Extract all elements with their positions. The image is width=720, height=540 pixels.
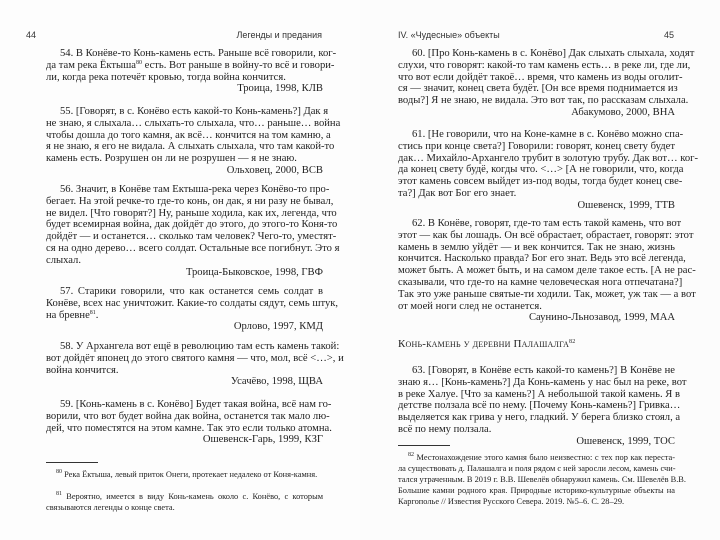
text-span: есть. Вот раньше в войну-то всё и говори- (141, 59, 335, 71)
text-line: я не знаю, я его не видала. А слыхать слыхала, что там какой-то (46, 141, 335, 153)
text-line: слыхал. (46, 254, 81, 266)
text-line: да конец свету будё, когды что. <…> [А не говорили, что, когда (398, 164, 684, 176)
entry-paragraph (46, 48, 337, 95)
entry-paragraph (46, 184, 340, 278)
text-line: Каргополье // Известия Русского Севера. 2019. №5–6. С. 28–29. (398, 497, 625, 506)
footnote-divider (46, 462, 98, 463)
entry-paragraph (46, 106, 341, 177)
text-line: 61. [Не говорили, что на Коне-камне в с. Конёво можно спа- (412, 129, 684, 140)
footnote-ref[interactable]: 82 (569, 339, 576, 345)
footnote-ref[interactable]: 80 (56, 469, 62, 475)
text-line (46, 469, 323, 480)
right-page (360, 0, 720, 540)
text-line: этот камень совсем выйдет из-под воды, тогда будет конец све- (398, 176, 683, 188)
text-line: вот дойдёт японец до этого святого камня — что, мол, всё <…>, и (46, 352, 344, 364)
text-line: 55. [Говорят, в с. Конёво есть какой-то Конь-камень?] Дак я (60, 106, 329, 117)
text-line: дак… Михайло-Архангело трубит в золотую трубу. Дак вот… ког- (398, 152, 699, 164)
text-line: тался утраченным. В 2019 г. В.В. Шевелёв обнаружил камень. См. Шевелёв В.В. (398, 475, 686, 484)
footnote (398, 452, 686, 507)
text-line: 57. Старики говорили, что как останется семь солдат в (60, 286, 323, 297)
entry-paragraph (46, 286, 339, 333)
text-line: Большие камни родного края. Природные историко-культурные объекты на (398, 486, 675, 495)
footnote-ref[interactable]: 82 (408, 452, 414, 458)
text-line: ся — значит, конец света будёт. [Он все время поднимается из (398, 83, 678, 95)
text-line: не знаю, я слыхала… слыхать-то слыхала, что… раньше… война (46, 117, 341, 129)
footnote-ref[interactable]: 81 (89, 309, 96, 316)
text-line: стись при конце света?] Говорили: говорят, конец свету будет (398, 140, 675, 152)
text-line: слухи, что говорят: какой-то там камень есть… в реке ли, где ли, (398, 59, 691, 71)
text-line: связываются легенды о конце света. (46, 503, 175, 512)
text-line: ли, когда река потечёт кровью, тогда война кончится. (46, 71, 286, 83)
text-line: 63. [Говорят, в Конёве есть какой-то камень?] В Конёве не (412, 365, 675, 376)
entry-paragraph (46, 341, 344, 388)
text-line: бегает. На этой речке-то где-то конь, он дак, я ни разу не бывал, (46, 195, 334, 207)
entry-paragraph (398, 129, 699, 212)
text-line: в реке Халуе. [Что за камень?] А небольшой такой камень. Я в (398, 388, 681, 400)
entry-paragraph (398, 218, 696, 324)
text-line: камень есть. Розрушен он ли не розрушен — я не знаю. (46, 153, 297, 165)
text-line: 56. Значит, в Конёве там Ектыша-река через Конёво-то про- (60, 184, 330, 195)
text-line: ворили, что вот будет война дак война, останется так мало лю- (46, 410, 330, 422)
text-line: что вот если дойдёт такоё… время, что камень из воды оголит- (398, 71, 683, 83)
text-span: Вероятно, имеется в виду Конь-камень около с. Конёво, с которым (62, 492, 323, 501)
text-line: знаю я… [Конь-камень?] Да Конь-камень у нас был на реке, вот (398, 376, 687, 388)
text-line: та?] Дак вот Бог его знает. (398, 187, 517, 199)
text-line: 62. В Конёве, говорят, где-то там есть такой камень, что вот (412, 218, 682, 229)
page-number: 44 (26, 30, 37, 40)
text-line: детстве ползала всё по нему. [Почему Конь-камень?] Гривка… (398, 400, 681, 412)
text-line: может быть. А может быть, и на самом деле такое есть. [А не рас- (398, 265, 696, 277)
text-line (46, 310, 323, 322)
text-line: будет всемирная война, дак дойдёт до этого, до этого-то Коня-то (46, 219, 338, 231)
running-title: Легенды и предания (236, 30, 322, 40)
text-line: 58. У Архангела вот ещё в революцию там есть камень такой: (60, 341, 340, 352)
text-span: Местонахождение этого камня было неизвестно: с тех пор как переста- (414, 453, 675, 462)
text-line: Так это уже раньше святые-ти ходили. Так, может, уж так — а вот (398, 288, 696, 300)
page-number: 45 (663, 30, 674, 40)
text-line: 54. В Конёве-то Конь-камень есть. Раньше всё говорили, ког- (60, 48, 337, 59)
section-heading (398, 339, 675, 351)
text-line: этот — как бы лошадь. Он всё обрастает, обрастает, говорят: этот (398, 229, 694, 241)
text-line: камень в землю уйдёт — и век кончится. Так не знаю, жизнь (398, 241, 675, 253)
entry-source: Абакумово, 2000, ВНА (571, 106, 675, 118)
entry-source: Троица-Быковское, 1998, ГВФ (185, 266, 323, 278)
entry-source: Ошевенск, 1999, ТОС (576, 435, 675, 447)
footnote-ref[interactable]: 80 (135, 59, 142, 66)
entry-source: Ошевенск-Гарь, 1999, КЗГ (202, 434, 323, 446)
text-span: Конь-камень у деревни Палашалга (398, 338, 570, 350)
text-line: от моей ноги след не останется. (398, 300, 542, 312)
text-line: дойдёт — и останется… сколько там человек? Чего-то, уместят- (46, 231, 337, 243)
running-title: IV. «Чудесные» объекты (398, 30, 500, 40)
text-line: всё по нему ползала. (398, 423, 492, 435)
text-line: воды?] Я не знаю, не видала. Это вот так, по рассказам слыхала. (398, 95, 689, 107)
text-line: 59. [Конь-камень в с. Конёво] Будет такая война, всё нам го- (60, 399, 332, 410)
entry-paragraph (398, 48, 695, 119)
text-span: . (95, 309, 99, 321)
footnote-ref[interactable]: 81 (56, 491, 62, 497)
entry-source: Ошевенск, 1999, ТТВ (577, 199, 675, 211)
text-line: ла существовать д. Палашалга и поля рядом с ней заросли лесом, камень счи- (398, 464, 676, 473)
text-line: не видел. [Что говорят?] Ну, раньше ходила, как их, легенда, что (46, 207, 337, 219)
entry-source: Усачёво, 1998, ЩВА (230, 376, 323, 388)
entry-source: Ольховец, 2000, ВСВ (226, 164, 323, 176)
footnote (46, 469, 323, 480)
text-line (398, 339, 675, 351)
text-line: чтобы дошла до того камня, ак всё… кончится на том камню, а (46, 129, 331, 141)
text-span: на бревне (46, 309, 90, 321)
text-line: выделяется как грива у него, гладкий. У берега близко стоял, а (398, 412, 681, 424)
footnote (46, 491, 323, 513)
text-line (46, 59, 335, 72)
entry-paragraph (398, 365, 687, 448)
text-line: война кончится. (46, 364, 119, 376)
text-line (398, 452, 675, 463)
text-line: Конёве, всех нас уничтожит. Какие-то солдаты сядут, семь штук, (46, 297, 339, 309)
entry-source: Орлово, 1997, КМД (233, 321, 323, 333)
text-line: сказывали, что где-то на камне человеческая нога отпечатана?] (398, 276, 683, 288)
text-line: ся на одно дерево… всего солдат. Остальные все погибнут. Это я (46, 242, 340, 254)
entry-source: Троица, 1998, КЛВ (237, 83, 323, 95)
text-line: кончится. Насколько правда? Бог его знат. Ведь это всё легенда, (398, 253, 686, 265)
text-span: да там река Ёктыша (46, 59, 136, 71)
text-line: 60. [Про Конь-камень в с. Конёво] Дак слыхать слыхала, ходят (412, 48, 695, 59)
text-span: Река Ёктыша, левый приток Онеги, протекает недалеко от Коня-камня. (62, 470, 318, 479)
text-line: дей, что поместятся на этом камне. Так это если только атомна. (46, 422, 332, 434)
entry-source: Саунино-Льнозавод, 1999, МАА (528, 312, 675, 324)
text-line (46, 491, 323, 502)
entry-paragraph (46, 399, 332, 446)
